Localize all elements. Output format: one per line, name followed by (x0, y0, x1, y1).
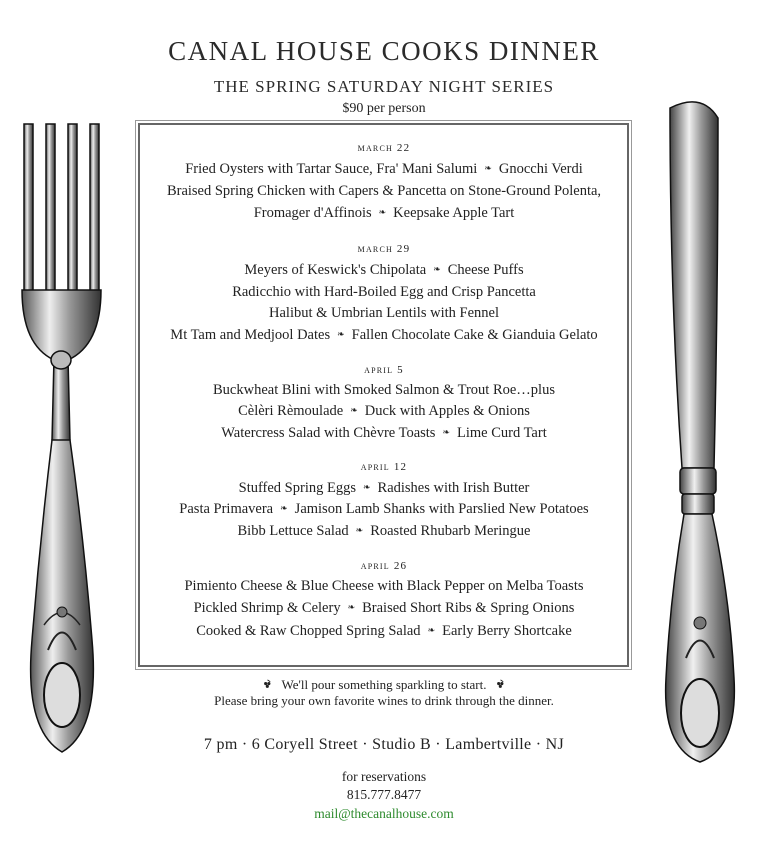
dish: Braised Spring Chicken with Capers & Pancetta on Stone-Ground Polenta, (166, 183, 602, 199)
event-date: april 26 (360, 560, 408, 572)
menu-line (0, 327, 768, 344)
menu-line (0, 183, 768, 200)
dish: Bibb Lettuce Salad (237, 523, 349, 539)
dish: Gnocchi Verdi (498, 161, 583, 177)
dish: Halibut & Umbrian Lentils with Fennel (269, 305, 499, 321)
menu-line (0, 501, 768, 518)
dish: Stuffed Spring Eggs (238, 480, 356, 496)
menu-line (0, 578, 768, 595)
dish: Watercress Salad with Chèvre Toasts (221, 425, 436, 441)
grape-cluster-icon (262, 679, 273, 690)
event-date: march 22 (357, 142, 411, 154)
menu-line (0, 623, 768, 640)
dish: Mt Tam and Medjool Dates (170, 327, 331, 343)
series-subtitle: THE SPRING SATURDAY NIGHT SERIES (213, 77, 555, 96)
dish: Radicchio with Hard-Boiled Egg and Crisp Pancetta (232, 284, 536, 300)
dish: Fromager d'Affinois (253, 205, 372, 221)
dish: Buckwheat Blini with Smoked Salmon & Trout Roe…plus (213, 382, 555, 398)
dish: Radishes with Irish Butter (377, 480, 530, 496)
event-location: 7 pm · 6 Coryell Street · Studio B · Lambertville · NJ (203, 736, 565, 753)
note-text: We'll pour something sparkling to start. (281, 677, 487, 692)
menu-line (0, 523, 768, 540)
dish: Roasted Rhubarb Meringue (370, 523, 531, 539)
dish: Fallen Chocolate Cake & Gianduia Gelato (351, 327, 598, 343)
reservations-label: for reservations (341, 769, 427, 784)
dish: Fried Oysters with Tartar Sauce, Fra' Mani Salumi (185, 161, 478, 177)
leaf-ornament-icon: ❧ (362, 482, 371, 492)
leaf-ornament-icon: ❧ (347, 602, 356, 612)
dish: Pimiento Cheese & Blue Cheese with Black Pepper on Melba Toasts (184, 578, 584, 594)
dish: Cèlèri Rèmoulade (238, 403, 344, 419)
menu-line (0, 305, 768, 322)
leaf-ornament-icon: ❧ (378, 207, 387, 217)
wine-note: Please bring your own favorite wines to drink through the dinner. (214, 693, 554, 708)
leaf-ornament-icon: ❧ (350, 405, 358, 415)
dish: Keepsake Apple Tart (393, 205, 515, 221)
leaf-ornament-icon: ❧ (433, 264, 441, 274)
leaf-ornament-icon: ❧ (427, 625, 436, 635)
menu-line (0, 425, 768, 442)
menu-line (0, 205, 768, 222)
menu-line (0, 161, 768, 178)
dish: Pasta Primavera (179, 501, 274, 517)
leaf-ornament-icon: ❧ (355, 525, 364, 535)
reservations-email-link[interactable]: mail@thecanalhouse.com (314, 806, 454, 821)
sparkling-note (0, 677, 768, 693)
dish: Cheese Puffs (447, 262, 524, 278)
dish: Pickled Shrimp & Celery (193, 600, 341, 616)
event-date: april 5 (364, 364, 404, 376)
menu-line (0, 262, 768, 279)
reservations-phone: 815.777.8477 (346, 787, 422, 802)
leaf-ornament-icon: ❧ (484, 163, 492, 173)
dish: Lime Curd Tart (457, 425, 547, 441)
dish: Meyers of Keswick's Chipolata (244, 262, 427, 278)
leaf-ornament-icon: ❧ (442, 427, 450, 437)
menu-line (0, 382, 768, 399)
leaf-ornament-icon: ❧ (280, 503, 288, 513)
menu-line (0, 284, 768, 301)
dish: Early Berry Shortcake (442, 623, 572, 639)
dish: Duck with Apples & Onions (364, 403, 530, 419)
page-title: CANAL HOUSE COOKS DINNER (168, 36, 600, 66)
menu-line (0, 480, 768, 497)
event-date: april 12 (360, 461, 408, 473)
dish: Braised Short Ribs & Spring Onions (362, 600, 575, 616)
price-per-person: $90 per person (342, 101, 426, 116)
menu-line (0, 600, 768, 617)
menu-line (0, 403, 768, 420)
grape-cluster-icon (495, 679, 506, 690)
dish: Cooked & Raw Chopped Spring Salad (196, 623, 421, 639)
leaf-ornament-icon: ❧ (337, 329, 345, 339)
dish: Jamison Lamb Shanks with Parslied New Potatoes (294, 501, 589, 517)
event-date: march 29 (357, 243, 411, 255)
